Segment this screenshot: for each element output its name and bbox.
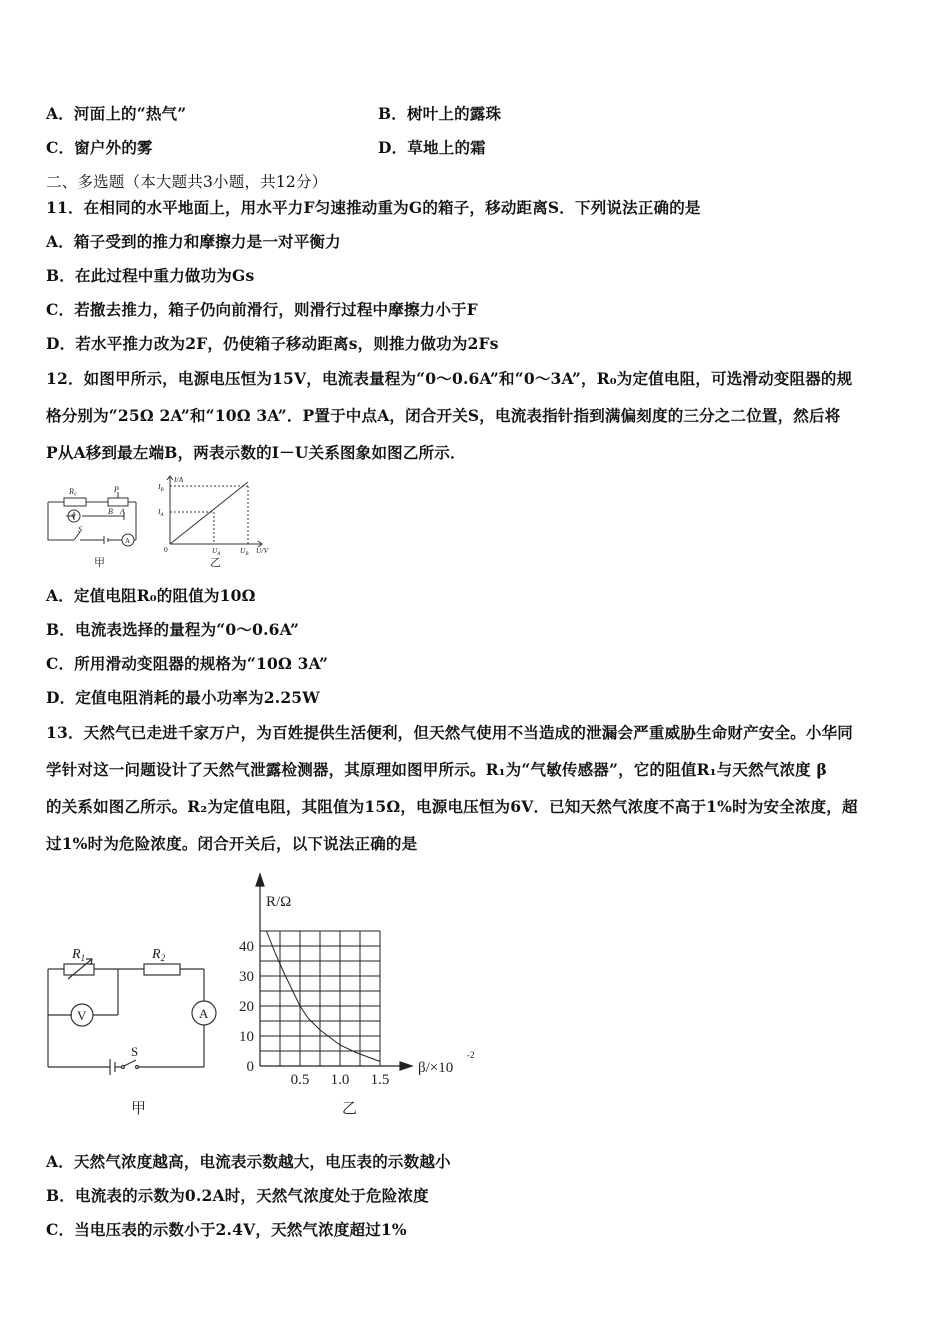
switch-label: S	[78, 525, 82, 534]
q13-stem-line3: 的关系如图乙所示。R₂为定值电阻，其阻值为15Ω，电源电压恒为6V．已知天然气浓度不高于1%时为安全浓度，超	[46, 797, 858, 816]
svg-text:R2	[151, 947, 166, 963]
q12-option-a: A．定值电阻R₀的阻值为10Ω	[46, 586, 256, 605]
x-axis-label: β/×10	[418, 1060, 454, 1076]
ib-label: I	[158, 482, 161, 491]
q13-caption-left: 甲	[131, 1101, 147, 1117]
a-label: A	[120, 507, 125, 516]
q13-circuit	[40, 935, 230, 1125]
voltmeter-label: V	[71, 513, 77, 521]
x-axis-arrow	[400, 1062, 412, 1070]
svg-text:UA	[212, 546, 221, 557]
q13-r-beta-chart	[232, 870, 482, 1120]
p-label: P	[114, 485, 119, 494]
q13-stem-line1: 13．天然气已走进千家万户，为百姓提供生活便利，但天然气使用不当造成的泄漏会严重威胁生命财产安全。小华同	[46, 723, 853, 742]
svg-text:IB	[157, 482, 164, 493]
q11-option-c: C．若撤去推力，箱子仍向前滑行，则滑行过程中摩擦力小于F	[46, 300, 478, 319]
q12-option-b: B．电流表选择的量程为“0～0.6A”	[46, 620, 300, 639]
q12-figure	[44, 472, 284, 572]
q10-option-c: C．窗户外的雾	[46, 138, 153, 157]
q13-caption-right: 乙	[342, 1101, 358, 1117]
q11-option-d: D．若水平推力改为2F，仍使箱子移动距离s，则推力做功为2Fs	[46, 334, 499, 353]
r2-label: R	[152, 947, 161, 962]
switch-label: S	[131, 1044, 139, 1059]
q11-option-a: A．箱子受到的推力和摩擦力是一对平衡力	[46, 232, 341, 251]
q11-stem: 11．在相同的水平地面上，用水平力F匀速推动重为G的箱子，移动距离S．下列说法正确的是	[46, 198, 701, 217]
iu-origin: 0	[164, 545, 168, 554]
y-tick-label: 10	[239, 1029, 254, 1045]
ua-label: U	[212, 546, 218, 555]
q13-stem-line2: 学针对这一问题设计了天然气泄露检测器，其原理如图甲所示。R₁为“气敏传感器”，它的阻值R₁与天然气浓度 β	[46, 760, 827, 779]
ub-label: U	[240, 546, 246, 555]
b-label: B	[108, 507, 113, 516]
q12-stem-line3: P从A移到最左端B，两表示数的I－U关系图象如图乙所示．	[46, 443, 466, 462]
y-tick-label: 20	[239, 999, 254, 1015]
r0-label: R₀	[69, 487, 77, 496]
section-heading: 二、多选题（本大题共3小题，共12分）	[46, 173, 328, 191]
svg-text:IA	[157, 507, 165, 518]
q10-option-b: B．树叶上的露珠	[378, 104, 502, 123]
x-tick-label: 1.0	[330, 1072, 350, 1088]
q13-option-a: A．天然气浓度越高，电流表示数越大，电压表的示数越小	[46, 1152, 451, 1171]
ib-sub: B	[160, 488, 164, 493]
q12-caption-right: 乙	[210, 557, 221, 569]
q11-option-b: B．在此过程中重力做功为Gs	[46, 266, 255, 285]
ua-sub: A	[217, 552, 221, 557]
y-axis-label: R/Ω	[266, 894, 292, 910]
q13-option-b: B．电流表的示数为0.2A时，天然气浓度处于危险浓度	[46, 1186, 429, 1205]
r2-sub: 2	[160, 953, 166, 963]
ammeter-label: A	[199, 1006, 209, 1021]
ub-sub: B	[245, 552, 249, 557]
x-tick-label: 0.5	[290, 1072, 310, 1088]
voltmeter-label: V	[77, 1008, 87, 1023]
r1-sub: 1	[80, 953, 86, 963]
q10-option-d: D．草地上的霜	[378, 138, 486, 157]
svg-text:UB	[240, 546, 248, 557]
q13-option-c: C．当电压表的示数小于2.4V，天然气浓度超过1%	[46, 1220, 407, 1239]
ia-sub: A	[160, 513, 164, 518]
svg-text:R1	[71, 947, 85, 963]
ia-label: I	[158, 507, 161, 516]
iu-y-label: I/A	[174, 475, 184, 484]
q12-option-c: C．所用滑动变阻器的规格为“10Ω 3A”	[46, 654, 329, 673]
series-r1-curve	[266, 931, 380, 1062]
y-tick-label: 40	[239, 939, 254, 955]
y-tick-label: 30	[239, 969, 254, 985]
q12-option-d: D．定值电阻消耗的最小功率为2.25W	[46, 688, 320, 707]
q12-stem-line2: 格分别为“25Ω 2A”和“10Ω 3A”．P置于中点A，闭合开关S，电流表指针指到满偏刻度的三分之二位置，然后将	[46, 406, 841, 425]
y-axis-arrow	[256, 874, 264, 886]
ammeter-label: A	[125, 537, 131, 545]
q10-option-a: A．河面上的“热气”	[46, 104, 187, 123]
x-axis-label-exponent: -2	[467, 1050, 475, 1060]
q12-caption-left: 甲	[94, 557, 105, 569]
y-tick-label: 0	[246, 1059, 254, 1075]
r1-label: R	[72, 947, 81, 962]
iu-x-label: U/V	[256, 546, 269, 555]
q12-stem-line1: 12．如图甲所示，电源电压恒为15V，电流表量程为“0～0.6A”和“0～3A”，R₀为定值电阻，可选滑动变阻器的规	[46, 369, 853, 388]
q13-stem-line4: 过1%时为危险浓度。闭合开关后，以下说法正确的是	[46, 834, 418, 853]
x-tick-label: 1.5	[370, 1072, 390, 1088]
